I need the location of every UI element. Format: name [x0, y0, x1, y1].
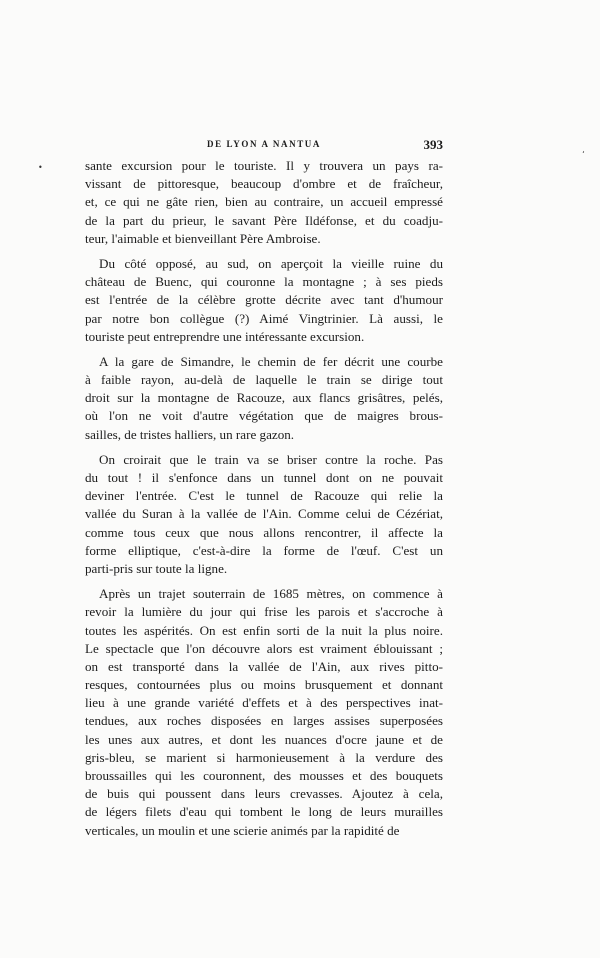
text-line: resques, contournées plus ou moins brusquement et donnant: [85, 677, 443, 693]
text-line: forme elliptique, c'est-à-dire la forme de l'œuf. C'est un: [85, 542, 443, 558]
text-line: où l'on ne voit d'autre végétation que de maigres brous-: [85, 408, 443, 424]
text-line: gris-bleu, se marient si harmonieusement à la verdure des: [85, 749, 443, 765]
margin-dot: •: [38, 163, 43, 172]
text-line: par notre bon collègue (?) Aimé Vingtrinier. Là aussi, le: [85, 310, 443, 326]
paragraph-gap: [85, 346, 443, 353]
text-line: vissant de pittoresque, beaucoup d'ombre et de fraîcheur,: [85, 176, 443, 192]
running-head: [85, 137, 443, 153]
paragraph: [85, 157, 443, 248]
text-line: tendues, aux roches disposées en larges assises superposées: [85, 713, 443, 729]
text-line: Le spectacle que l'on découvre alors est vraiment éblouissant ;: [85, 640, 443, 656]
paragraph: [85, 353, 443, 444]
paragraph-gap: [85, 578, 443, 585]
text-line: parti-pris sur toute la ligne.: [85, 560, 228, 576]
text-line: deviner l'entrée. C'est le tunnel de Racouze qui relie la: [85, 488, 443, 504]
page-number: 393: [423, 137, 443, 152]
text-line: et, ce qui ne gâte rien, bien au contraire, un accueil empressé: [85, 194, 443, 210]
text-line: teur, l'aimable et bienveillant Père Ambroise.: [85, 230, 321, 246]
text-line: les unes aux autres, et dont les nuances d'ocre jaune et de: [85, 731, 443, 747]
text-line: Du côté opposé, au sud, on aperçoit la vieille ruine du: [99, 255, 443, 271]
text-line: lieu à une grande variété d'effets et à des perspectives inat-: [85, 695, 443, 711]
running-head-title: DE LYON A NANTUA: [206, 139, 322, 149]
text-line: broussailles qui les couronnent, des mousses et des bouquets: [85, 768, 443, 783]
text-line: On croirait que le train va se briser contre la roche. Pas: [99, 451, 443, 467]
text-line: vallée du Suran à la vallée de l'Ain. Comme celui de Cézériat,: [85, 506, 443, 522]
text-line: à faible rayon, au-delà de laquelle le train se dirige tout: [85, 372, 443, 388]
text-line: A la gare de Simandre, le chemin de fer décrit une courbe: [99, 353, 443, 369]
body-text: [85, 157, 443, 840]
text-line: comme tous ceux que nous allons rencontrer, il affecte la: [85, 524, 443, 540]
text-line: du tout ! il s'enfonce dans un tunnel dont on ne pouvait: [85, 470, 443, 485]
paragraph: [85, 255, 443, 346]
margin-tick: ‘: [582, 150, 585, 159]
text-line: de légers filets d'eau qui tombent le long de leurs murailles: [85, 804, 443, 820]
paragraph-gap: [85, 248, 443, 255]
text-line: sante excursion pour le touriste. Il y trouvera un pays ra-: [85, 158, 443, 173]
text-line: Après un trajet souterrain de 1685 mètres, on commence à: [99, 586, 443, 602]
paragraph: [85, 451, 443, 578]
paragraph: [85, 585, 443, 840]
text-line: château de Buenc, qui couronne la montagne ; à ses pieds: [85, 274, 443, 290]
text-line: verticales, un moulin et une scierie animés par la rapidité de: [85, 822, 400, 838]
text-line: touriste peut entreprendre une intéressante excursion.: [85, 328, 365, 344]
text-line: de buis qui poussent dans leurs crevasses. Ajoutez à cela,: [85, 786, 443, 802]
text-line: droit sur la montagne de Racouze, aux flancs grisâtres, pelés,: [85, 390, 443, 406]
text-line: toutes les aspérités. On est enfin sorti de la nuit la plus noire.: [85, 622, 443, 638]
text-line: revoir la lumière du jour qui frise les parois et s'accroche à: [85, 604, 443, 620]
text-line: est l'entrée de la célèbre grotte décrite avec tant d'humour: [85, 292, 443, 308]
text-line: on est transporté dans la vallée de l'Ain, aux rives pitto-: [85, 658, 443, 674]
text-line: sailles, de tristes halliers, un rare gazon.: [85, 426, 295, 442]
text-line: de la part du prieur, le savant Père Ildéfonse, et du coadju-: [85, 212, 443, 228]
paragraph-gap: [85, 444, 443, 451]
